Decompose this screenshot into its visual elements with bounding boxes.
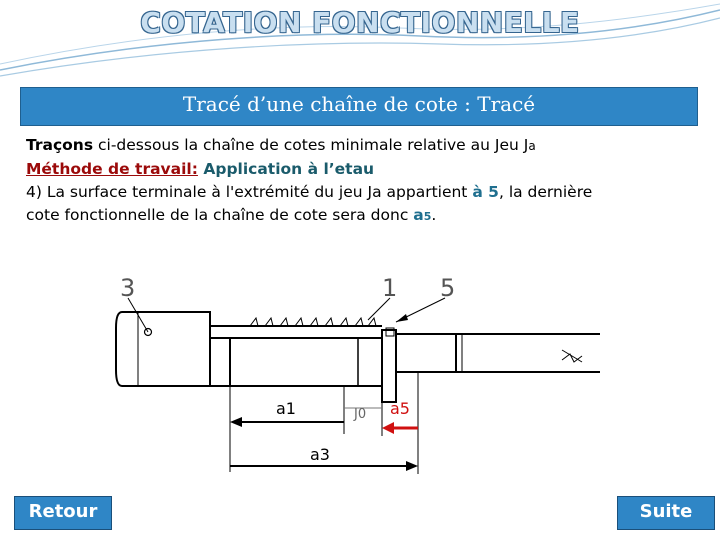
part-1-ring xyxy=(382,330,396,402)
line1-subscript: a xyxy=(528,139,536,153)
line3-end: , la dernière xyxy=(498,183,593,201)
thread-hatch xyxy=(250,318,376,326)
instruction-line-2 xyxy=(26,158,706,181)
back-button[interactable]: Retour xyxy=(14,496,112,530)
dim-a1-arrow xyxy=(230,417,242,427)
section-banner xyxy=(20,87,698,126)
line3-accent: à 5 xyxy=(472,183,499,201)
callout-1: 1 xyxy=(382,274,398,302)
keyword-tracons: Traçons xyxy=(26,136,94,154)
break-line xyxy=(562,350,582,362)
callout-5: 5 xyxy=(440,274,456,302)
dim-a5-arrow xyxy=(382,422,394,434)
line3-text: 4) La surface terminale à l'extrémité du jeu Ja appartient xyxy=(26,183,473,201)
page-title: COTATION FONCTIONNELLE xyxy=(140,6,580,39)
dim-a5-label: a5 xyxy=(390,399,410,418)
line4-subscript: 5 xyxy=(423,210,432,223)
callout-3: 3 xyxy=(120,274,136,302)
break-mark xyxy=(562,354,582,362)
line4-accent: a xyxy=(413,206,424,224)
banner-title: Tracé d’une chaîne de cote : Tracé xyxy=(182,92,536,116)
line1-text: ci-dessous la chaîne de cotes minimale relative au Jeu J xyxy=(93,136,529,154)
part-3-body xyxy=(116,312,210,386)
dim-j0-label: J0 xyxy=(354,407,367,422)
technical-drawing xyxy=(100,262,620,482)
leader-5-arrow xyxy=(396,314,408,322)
dim-a3-arrow xyxy=(406,461,418,471)
instruction-line-3 xyxy=(26,181,706,204)
instruction-text xyxy=(26,134,706,228)
instruction-line-1 xyxy=(26,134,706,158)
next-button[interactable]: Suite xyxy=(617,496,715,530)
method-value: Application à l’etau xyxy=(197,160,375,178)
method-label: Méthode de travail: xyxy=(26,160,198,178)
dim-a3-label: a3 xyxy=(310,445,330,464)
dim-a1-label: a1 xyxy=(276,399,296,418)
instruction-line-4 xyxy=(26,204,706,228)
line4-text: cote fonctionnelle de la chaîne de cote sera donc xyxy=(26,206,414,224)
line4-period: . xyxy=(431,206,437,224)
